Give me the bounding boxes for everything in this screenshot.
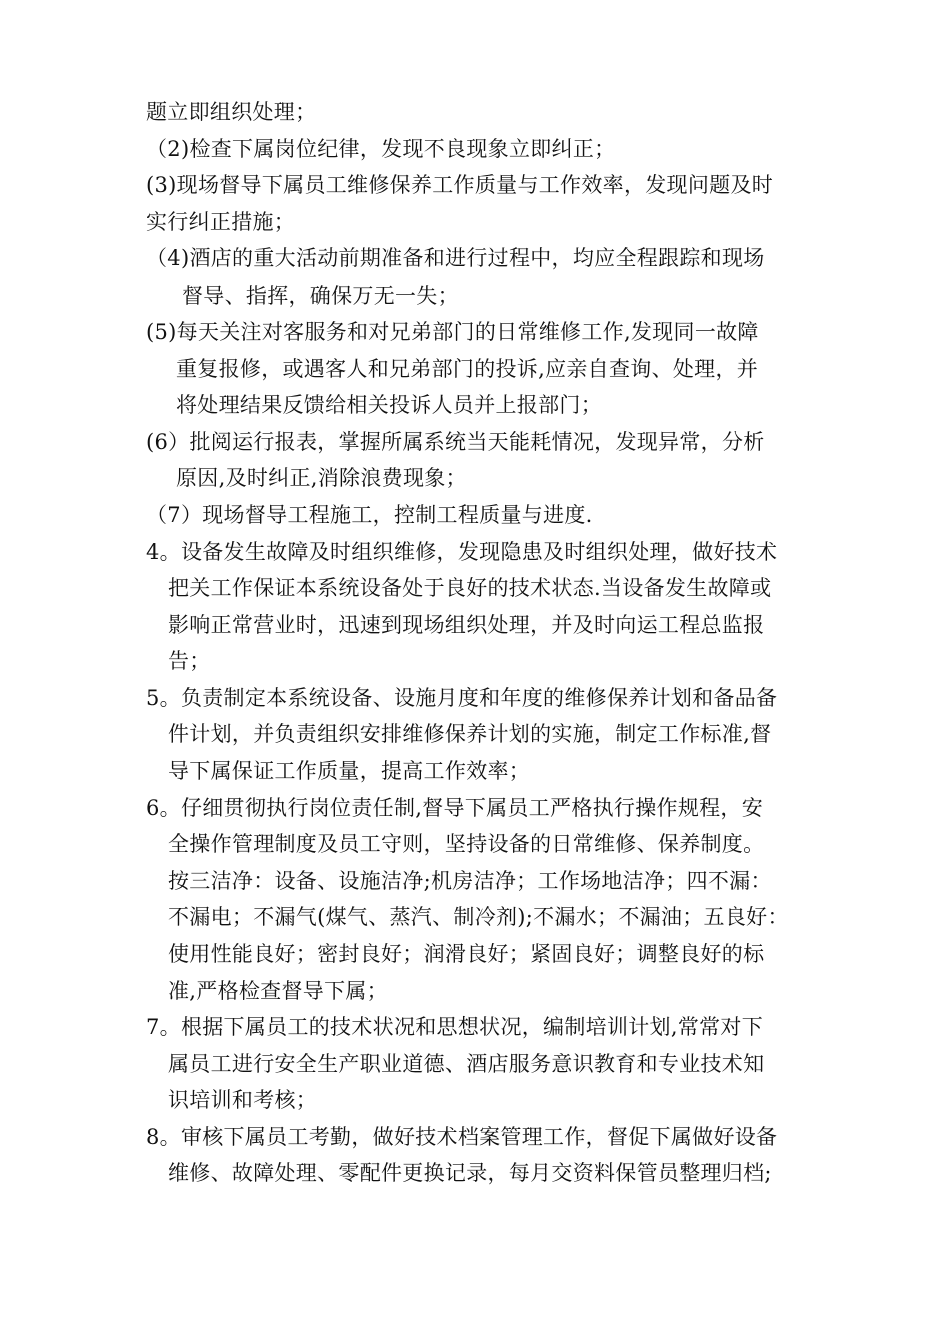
text-line: 不漏电；不漏气(煤气、蒸汽、制冷剂);不漏水；不漏油；五良好： (168, 905, 789, 929)
text-line: 7。根据下属员工的技术状况和思想状况，编制培训计划,常常对下 (146, 1015, 764, 1039)
text-line: 维修、故障处理、零配件更换记录，每月交资料保管员整理归档; (168, 1161, 772, 1185)
text-line: （4)酒店的重大活动前期准备和进行过程中，均应全程跟踪和现场 (146, 246, 765, 270)
text-line: 导下属保证工作质量，提高工作效率； (168, 759, 531, 783)
text-line: 把关工作保证本系统设备处于良好的技术状态.当设备发生故障或 (168, 576, 772, 600)
text-line: 6。仔细贯彻执行岗位责任制,督导下属员工严格执行操作规程，安 (146, 796, 764, 820)
text-line: 识培训和考核； (168, 1088, 318, 1112)
text-line: 8。审核下属员工考勤，做好技术档案管理工作，督促下属做好设备 (146, 1125, 778, 1149)
text-line: (6）批阅运行报表，掌握所属系统当天能耗情况，发现异常，分析 (146, 430, 765, 454)
text-line: 4。设备发生故障及时组织维修，发现隐患及时组织处理，做好技术 (146, 540, 778, 564)
text-line: 按三洁净：设备、设施洁净;机房洁净；工作场地洁净；四不漏： (168, 869, 772, 893)
text-line: 准,严格检查督导下属； (168, 979, 388, 1003)
text-line: 原因,及时纠正,消除浪费现象； (176, 466, 467, 490)
text-line: （7）现场督导工程施工，控制工程质量与进度. (146, 503, 593, 527)
text-line: 5。负责制定本系统设备、设施月度和年度的维修保养计划和备品备 (146, 686, 778, 710)
text-line: 使用性能良好；密封良好；润滑良好；紧固良好；调整良好的标 (168, 942, 765, 966)
text-line: 督导、指挥，确保万无一失； (182, 284, 459, 308)
text-line: 重复报修，或遇客人和兄弟部门的投诉,应亲自查询、处理，并 (176, 357, 759, 381)
text-line: 影响正常营业时，迅速到现场组织处理，并及时向运工程总监报 (168, 613, 765, 637)
text-line: 实行纠正措施； (146, 210, 296, 234)
text-line: (3)现场督导下属员工维修保养工作质量与工作效率，发现问题及时 (146, 173, 774, 197)
text-line: 件计划，并负责组织安排维修保养计划的实施，制定工作标准,督 (168, 722, 772, 746)
text-line: 全操作管理制度及员工守则，坚持设备的日常维修、保养制度。 (168, 832, 765, 856)
text-line: 属员工进行安全生产职业道德、酒店服务意识教育和专业技术知 (168, 1052, 765, 1076)
text-line: （2)检查下属岗位纪律，发现不良现象立即纠正； (146, 137, 616, 161)
text-line: 题立即组织处理； (146, 100, 317, 124)
text-line: (5)每天关注对客服务和对兄弟部门的日常维修工作,发现同一故障 (146, 320, 759, 344)
text-line: 告； (168, 649, 211, 673)
text-line: 将处理结果反馈给相关投诉人员并上报部门； (176, 393, 602, 417)
